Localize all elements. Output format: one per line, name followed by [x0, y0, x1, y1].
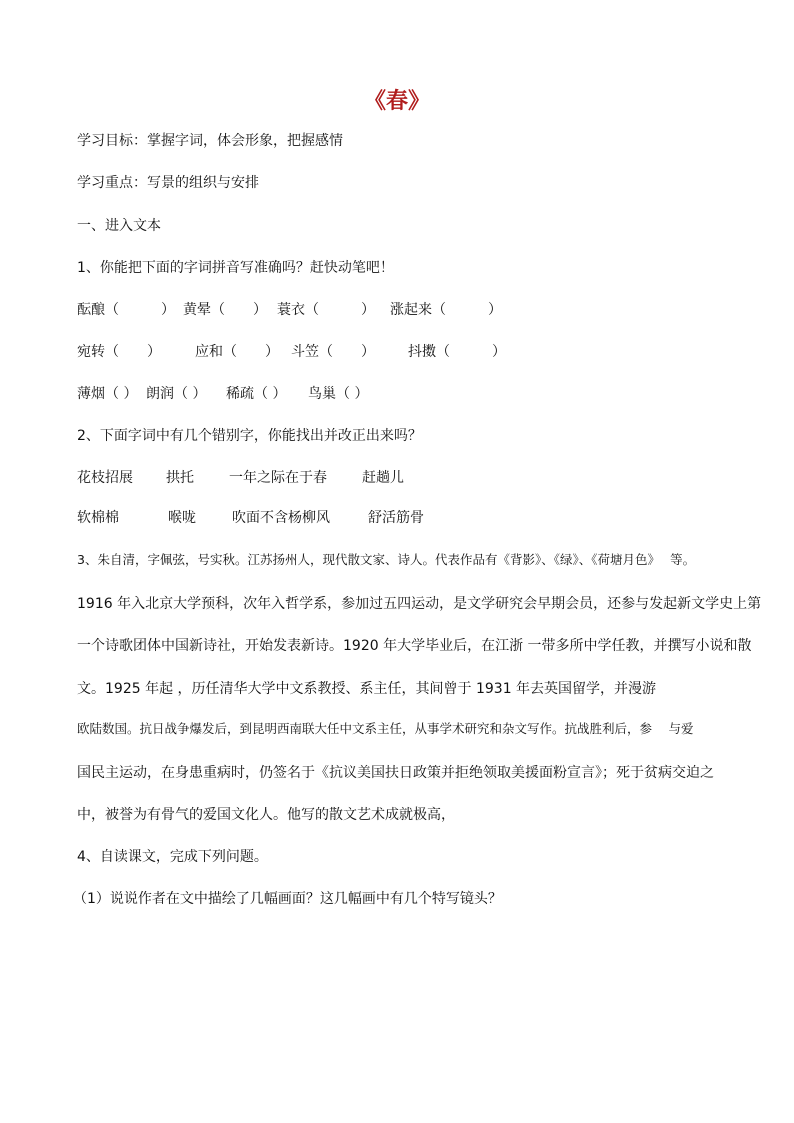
pinyin-item: 酝酿（ ）: [77, 302, 175, 318]
author-bio-line: 一个诗歌团体中国新诗社，开始发表新诗。1920 年大学毕业后，在江浙 一带多所中学任教，并撰写小说和散: [77, 638, 752, 654]
typo-item: 喉咙: [168, 510, 196, 526]
pinyin-item: 黄晕（ ）: [183, 302, 267, 318]
author-bio-line: 3、朱自清，字佩弦，号实秋。江苏扬州人，现代散文家、诗人。代表作品有《背影》、《绿》、《荷塘月色》 等。: [77, 552, 696, 567]
author-bio-line: 国民主运动，在身患重病时，仍签名于《抗议美国扶日政策并拒绝领取美援面粉宣言》；死于贫病交迫之: [77, 765, 714, 781]
author-bio-line: 中，被誉为有骨气的爱国文化人。他写的散文艺术成就极高，: [77, 807, 455, 823]
question-2: 2、下面字词中有几个错别字，你能找出并改正出来吗？: [77, 428, 422, 444]
learning-focus: 学习重点：写景的组织与安排: [77, 175, 259, 191]
typo-item: 软棉棉: [77, 510, 119, 526]
typo-item: 花枝招展: [77, 470, 133, 486]
pinyin-item: 斗笠（ ）: [291, 344, 375, 360]
question-1: 1、你能把下面的字词拼音写准确吗？赶快动笔吧！: [77, 260, 394, 276]
pinyin-item: 薄烟（ ）: [77, 386, 138, 402]
pinyin-item: 抖擞（ ）: [408, 344, 506, 360]
pinyin-item: 朗润（ ）: [146, 386, 207, 402]
typo-item: 赶趟儿: [362, 470, 404, 486]
author-bio-line: 文。1925 年起 ，历任清华大学中文系教授、系主任，其间曾于 1931 年去英国留学，并漫游: [77, 681, 657, 697]
section-heading: 一、进入文本: [77, 218, 161, 234]
pinyin-item: 应和（ ）: [195, 344, 279, 360]
pinyin-item: 宛转（ ）: [77, 344, 161, 360]
question-4: 4、自读课文，完成下列问题。: [77, 849, 268, 865]
typo-item: 拱托: [166, 470, 194, 486]
pinyin-item: 涨起来（ ）: [390, 302, 502, 318]
learning-goal: 学习目标：掌握字词，体会形象，把握感情: [77, 133, 343, 149]
pinyin-item: 鸟巢（ ）: [308, 386, 369, 402]
pinyin-item: 稀疏（ ）: [226, 386, 287, 402]
typo-item: 一年之际在于春: [229, 470, 327, 486]
typo-item: 舒活筋骨: [368, 510, 424, 526]
typo-item: 吹面不含杨柳风: [232, 510, 330, 526]
page-title: 《春》: [363, 88, 430, 114]
pinyin-item: 蓑衣（ ）: [277, 302, 375, 318]
author-bio-line: 欧陆数国。抗日战争爆发后，到昆明西南联大任中文系主任，从事学术研究和杂文写作。抗战胜利后，参 与爱: [77, 721, 694, 736]
author-bio-line: 1916 年入北京大学预科，次年入哲学系，参加过五四运动，是文学研究会早期会员，还参与发起新文学史上第: [77, 596, 762, 612]
question-4-1: （1）说说作者在文中描绘了几幅画面？这几幅画中有几个特写镜头？: [73, 891, 502, 907]
